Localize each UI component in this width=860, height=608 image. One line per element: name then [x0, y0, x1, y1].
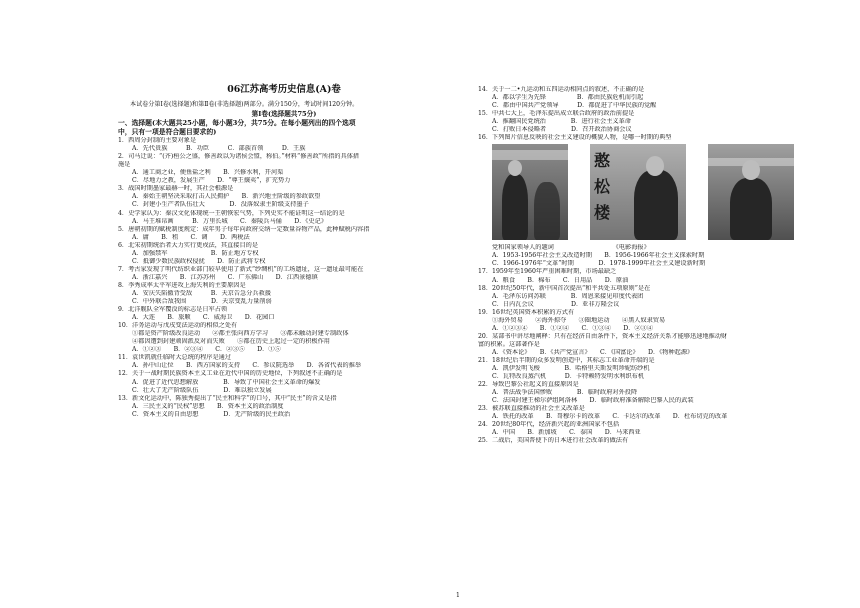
answer-options-line: A．促进了近代思想解放 B．导致了中国社会主义革命的爆发	[132, 378, 321, 386]
question-stem-line: 3．战国时期墨家最赫一时，其社会根源是	[118, 185, 234, 193]
right-question-list-top	[478, 86, 804, 142]
exam-intro: 本试卷分第Ⅰ卷(选择题)和第Ⅱ卷(非选择题)两部分。满分150分，考试时间120分钟。	[130, 101, 359, 108]
question-stem-line: 14．关于一二•九运动和五四运动相同点的叙述，不正确的是	[478, 86, 645, 93]
answer-options-line: C．法国封建王梯尔萨组阿洛林 D．临时政府准备解除巴黎人民的武装	[492, 397, 694, 405]
poster-calligraphy: 憨 松 楼	[594, 151, 611, 223]
right-column	[478, 86, 804, 446]
answer-options-line: A．《资本论》 B．《共产党宣言》 C．《国富论》 D．《物种起源》	[492, 348, 694, 356]
answer-options-line: ①海外贸易 ②海外掠夺 ③圈地运动 ④黑人奴隶贸易	[492, 316, 666, 324]
answer-options-line: A．中国 B．新加坡 C．泰国 D．马来西亚	[492, 429, 641, 437]
answer-options-line: A．安庆失陷撤背受敌 B．天京告急分兵救援	[132, 289, 271, 297]
question-stem-line: 22．导致巴黎公社起义的直接原因是	[478, 381, 579, 389]
part-one-heading: 第Ⅰ卷(选择题共75分)	[251, 110, 317, 119]
question-stem-line: 2．司马迁说：“(齐)桓公之盛，修善政以为诸侯会盟，称伯。”材料“修善政”所指的具体措	[118, 153, 360, 161]
question-stem-line: 16．下列图片信息反映的社会主义建设的概貌人物，是哪一时期的典型	[478, 134, 672, 142]
question-stem-line: 23．被苏联直接推动的社会主义改革是	[478, 405, 585, 413]
answer-options-line: C．中外联合敌我围 D．天京变乱力量削弱	[132, 298, 272, 306]
exam-title: 06江苏高考历史信息(A)卷	[227, 84, 341, 95]
left-question-list	[118, 137, 450, 419]
question-stem-line: 1．西周分封制的主要对象是	[118, 137, 197, 145]
answer-options-line: A．普法战争法国惨败 B．临时政府对外投降	[492, 389, 638, 397]
question-stem-line: 21．18世纪后半期的众多发明创造中，其标志工业革命开端的是	[478, 356, 655, 364]
answer-options-line: A．通工商之业，便鱼盐之利 B．兴修水利，开河渠	[132, 169, 290, 177]
answer-options-line: C．资本主义的自由思想 D．无产阶级的民主政治	[132, 410, 291, 418]
question-stem-line: 11．袁世凯就任临时大总统的程序是通过	[118, 354, 232, 362]
question-stem-line: 富的积累。这部著作是	[478, 340, 540, 348]
question-stem-line: 9．北洋舰队全军覆没的标志是日军占领	[118, 306, 228, 314]
answer-options-line: A．大连 B．旅顺 C．威海卫 D．花园口	[132, 314, 275, 322]
answer-options-line: A．铁托的改革 B．哥穆尔卡的改革 C．卡达尔的改革 D．杜布切克的改革	[492, 413, 728, 421]
answer-options-line: A．1953-1956年社会主义改造时期 B．1956-1966年社会主义探索时期	[492, 252, 705, 260]
question-stem-line: 5．唐朝初期的赋税制度规定：成年男子每年向政府交纳一定数量谷物产品，此种赋税内容指	[118, 225, 370, 233]
answer-options-line: A．凯伊发明飞梭 B．哈格里夫斯发明珍妮纺纱机	[492, 365, 650, 373]
answer-options-line: C．打败日本侵略者 D．召开政治协商会议	[492, 126, 632, 134]
answer-options-line: A．推翻国民党统治 B．进行社会主义革命	[492, 118, 631, 126]
answer-options-line: A．孙中山让位 B．西方国家的支持 C．参议院选举 D．各省代表的推举	[132, 362, 362, 370]
worker-photo	[708, 144, 794, 240]
question-stem-line: 4．史学家认为：秦汉文化体现统一王朝恢宏气势，下列史实不能证明这一结论的是	[118, 209, 345, 217]
answer-options-line: A．都以学生为先锋 B．都由民族危机而引起	[492, 94, 644, 102]
question-stem-line: 13．新文化运动中，陈独秀提出了“民主和科学”的口号，其中“民主”的含义是指	[118, 394, 337, 402]
answer-options-line: A．①②③④ B．①②④ C．①③④ D．②③④	[492, 324, 654, 332]
page-number: 1	[456, 592, 460, 599]
answer-options-line: A．粮食 B．棉布 C．日用品 D．原油	[492, 276, 629, 284]
section-one-heading-line-1: 一、选择题(本大题共25小题，每小题3分，共75分。在每小题列出的四个选项	[118, 119, 356, 128]
answer-options-line: A．庸 B．租 C．调 D．两税法	[132, 233, 250, 241]
answer-options-line: A．先代贵族 B．功臣 C．部族首领 D．王族	[132, 145, 306, 153]
answer-options-line: A．①②③ B．②③④ C．②③⑤ D．①⑤	[132, 346, 281, 354]
photo-caption: 党和国家领导人的题词 《电影海报》	[492, 244, 650, 252]
answer-options-line: C．封建小生产者队伍壮大 D．没落奴隶主阶级支持墨子	[132, 201, 309, 209]
question-stem-line: 18．20世纪50年代，新中国首次提出“和平共处五项原则”是在	[478, 284, 651, 292]
section-one-heading-line-2: 中，只有一项是符合题目要求的)	[118, 128, 217, 137]
answer-options-line: A．浙江嘉兴 B．江苏苏州 C．广东佛山 D．江西景德镇	[132, 273, 318, 281]
answer-options-line: C．瓦特改良蒸汽机 D．卡特赖特发明水利织布机	[492, 373, 645, 381]
answer-options-line: C．都由中国共产党领导 D．都促进了中华民族的觉醒	[492, 102, 657, 110]
answer-options-line: ④都因遭到封建顽固派反对而失败 ⑤都在历史上起过一定的积极作用	[132, 338, 330, 346]
answer-options-line: C．尽地力之教，发展生产 D．“尊王攘夷”，扩充势力	[132, 177, 291, 185]
question-stem-line: 15．中共七大上，毛泽东提出成立联合政府的政治前提是	[478, 110, 635, 118]
film-poster-photo	[590, 144, 686, 240]
question-stem-line: 6．北宋初期统治者大力实行更戍法，其直接目的是	[118, 241, 259, 249]
answer-options-line: A．马王堆帛画 B．万里长城 C．秦陵兵马俑 D．《史记》	[132, 217, 328, 225]
question-stem-line: 17．1959年至1960年严重困难时期，市场最缺乏	[478, 268, 617, 276]
answer-options-line: C．1966-1976年“文革”时期 D．1978-1999年社会主义建设新时期	[492, 260, 706, 268]
question-stem-line: 12．关于一战时期民族资本主义工业在近代中国的历史地位，下列叙述不正确的是	[118, 370, 343, 378]
right-question-list	[478, 252, 804, 445]
answer-options-line: C．抵御少数民族政权侵扰 D．防止武将专权	[132, 257, 266, 265]
answer-options-line: A．三民主义的“民权”思想 B．资本主义的政治制度	[132, 402, 284, 410]
answer-options-line: A．加强禁军 B．防止地方专权	[132, 249, 259, 257]
question-stem-line: 19．16世纪英国资本积累的方式有	[478, 308, 575, 316]
answer-options-line: C．日内瓦会议 D．亚非万隆会议	[492, 300, 620, 308]
question-stem-line: 8．李秀成率太平军进攻上海失利的主要原因是	[118, 281, 246, 289]
question-stem-line: 7．考古家发现了明代纺织业部门较早使用了新式“纱绸机”的工场遗址，这一遗址最可能在	[118, 265, 364, 273]
question-stem-line: 20．某部书中讲尽地阐释：只有在经济自由条件下，资本主义经济关系才能够迅速地推动财	[478, 332, 728, 340]
question-stem-line: 25．二战后，美国普使下的日本进行社会改革的做法有	[478, 437, 629, 445]
answer-options-line: C．壮大了无产阶级队伍 D．难以独立发展	[132, 386, 272, 394]
left-column	[118, 84, 450, 419]
question-stem-line: 施是	[118, 161, 131, 169]
answer-options-line: ①都是资产阶级改良运动 ②都主张向西方学习 ③都未触动封建专制政体	[132, 330, 349, 338]
question-stem-line: 10．洋务运动与戊戌变法运动的相似之处有	[118, 322, 238, 330]
answer-options-line: A．秦始王朝坚决采取打击人民拥护 B．新兴地主阶级的参政欲望	[132, 193, 321, 201]
leader-inscription-photo	[492, 144, 568, 240]
answer-options-line: A．毛泽东访问苏联 B．周恩来接见印度代表团	[492, 292, 644, 300]
question-16-photos	[492, 144, 804, 242]
question-stem-line: 24．20世纪80年代，经济新兴起的亚洲国家不包括	[478, 421, 620, 429]
